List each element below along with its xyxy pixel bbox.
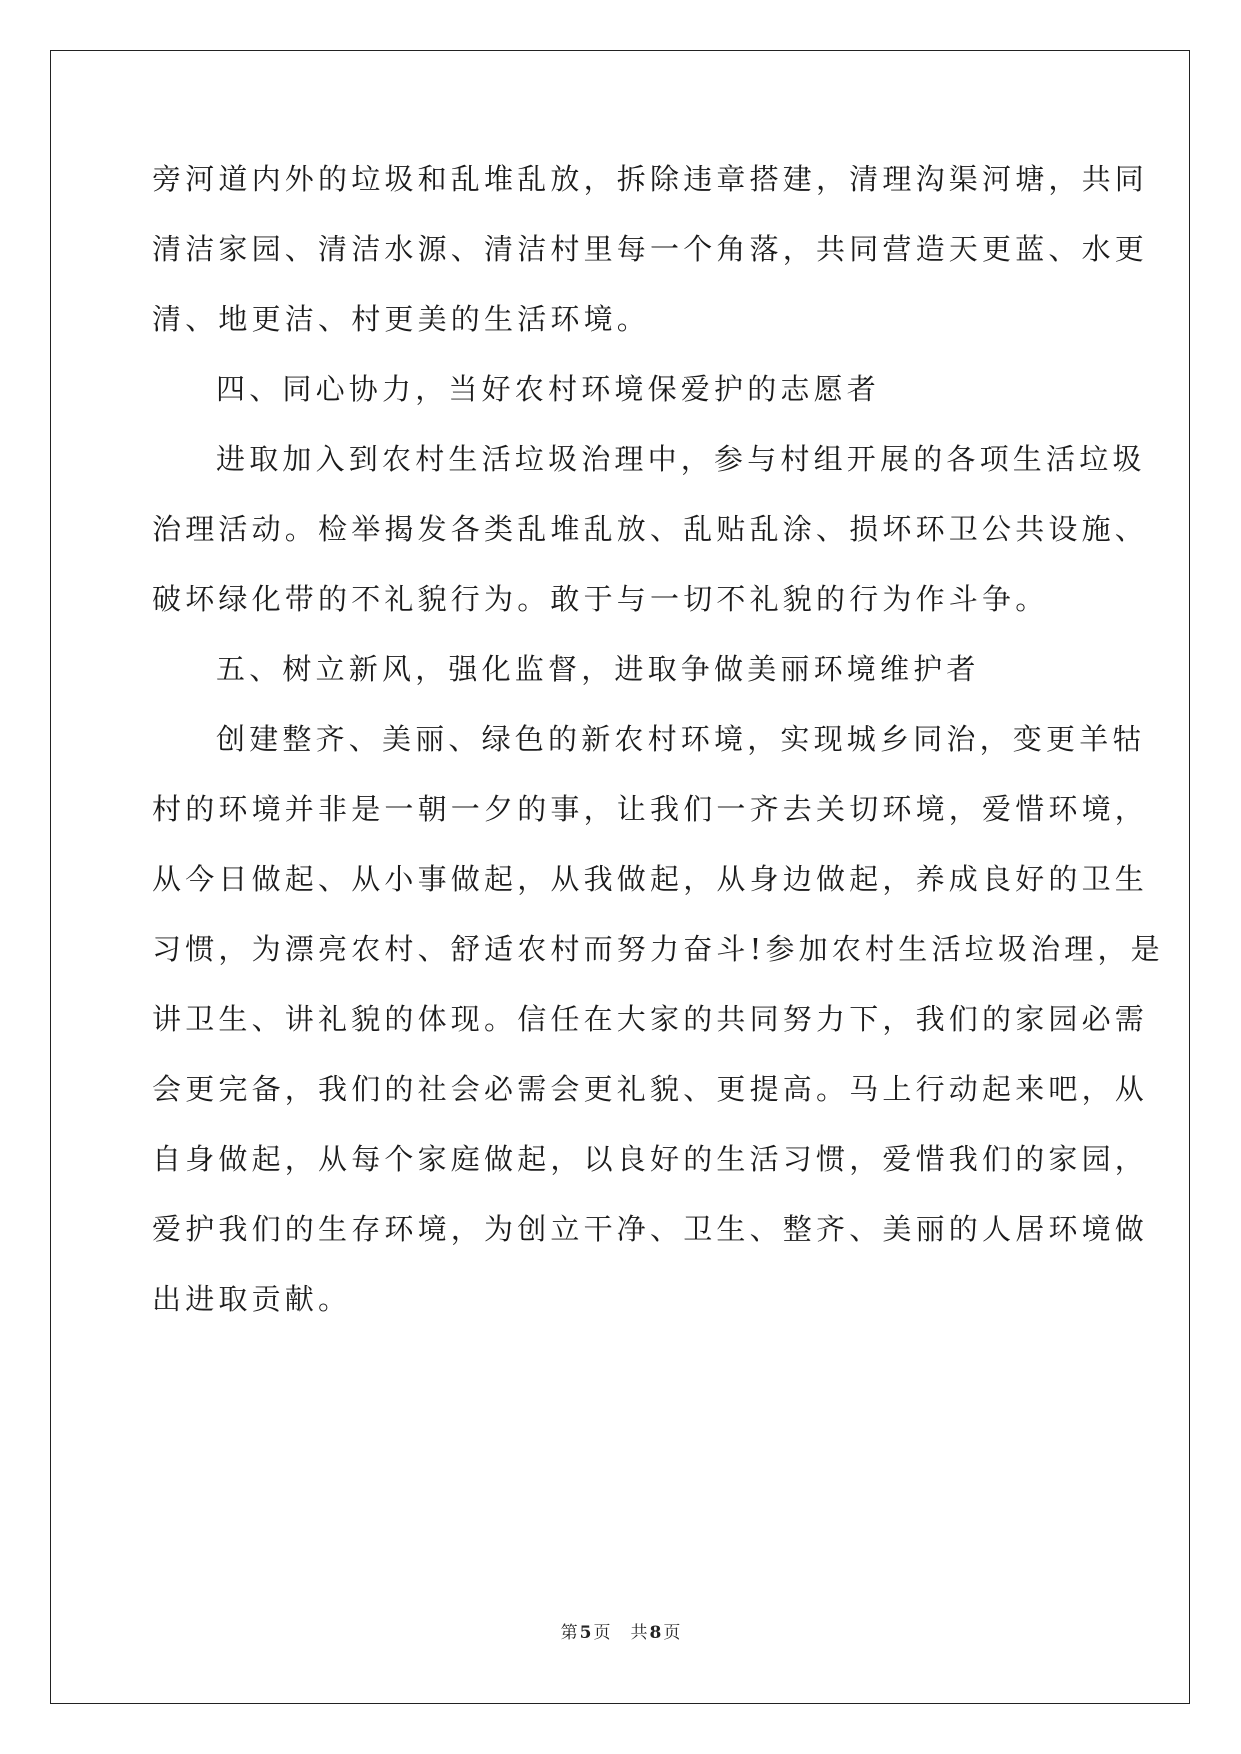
text-line: 旁河道内外的垃圾和乱堆乱放，拆除违章搭建，清理沟渠河塘，共同: [152, 162, 1149, 196]
total-pages-prefix: 共: [630, 1623, 648, 1643]
section-heading: 五、树立新风，强化监督，进取争做美丽环境维护者: [216, 652, 980, 686]
page-number-suffix: 页: [593, 1623, 611, 1643]
text-line: 破坏绿化带的不礼貌行为。敢于与一切不礼貌的行为作斗争。: [152, 582, 1049, 616]
text-line: 村的环境并非是一朝一夕的事，让我们一齐去关切环境，爱惜环境，: [152, 792, 1149, 826]
section-heading: 四、同心协力，当好农村环境保爱护的志愿者: [216, 372, 881, 406]
paragraph-start-line: 创建整齐、美丽、绿色的新农村环境，实现城乡同治，变更羊牯: [216, 722, 1146, 756]
text-line: 清洁家园、清洁水源、清洁村里每一个角落，共同营造天更蓝、水更: [152, 232, 1149, 266]
text-line: 自身做起，从每个家庭做起，以良好的生活习惯，爱惜我们的家园，: [152, 1142, 1149, 1176]
page-footer: [0, 1623, 1241, 1643]
text-line: 清、地更洁、村更美的生活环境。: [152, 302, 651, 336]
total-pages-suffix: 页: [663, 1623, 681, 1643]
total-pages-number: 8: [649, 1623, 662, 1643]
text-line: 讲卫生、讲礼貌的体现。信任在大家的共同努力下，我们的家园必需: [152, 1002, 1149, 1036]
text-line: 会更完备，我们的社会必需会更礼貌、更提高。马上行动起来吧，从: [152, 1072, 1149, 1106]
text-line: 从今日做起、从小事做起，从我做起，从身边做起，养成良好的卫生: [152, 862, 1149, 896]
document-body: [152, 162, 1164, 1354]
text-line: 爱护我们的生存环境，为创立干净、卫生、整齐、美丽的人居环境做: [152, 1212, 1149, 1246]
text-line: 出进取贡献。: [152, 1282, 352, 1316]
page-number-prefix: 第: [560, 1623, 578, 1643]
text-line: 习惯，为漂亮农村、舒适农村而努力奋斗!参加农村生活垃圾治理，是: [152, 932, 1164, 966]
text-line: 治理活动。检举揭发各类乱堆乱放、乱贴乱涂、损坏环卫公共设施、: [152, 512, 1149, 546]
paragraph-start-line: 进取加入到农村生活垃圾治理中，参与村组开展的各项生活垃圾: [216, 442, 1146, 476]
current-page-number: 5: [579, 1623, 592, 1643]
